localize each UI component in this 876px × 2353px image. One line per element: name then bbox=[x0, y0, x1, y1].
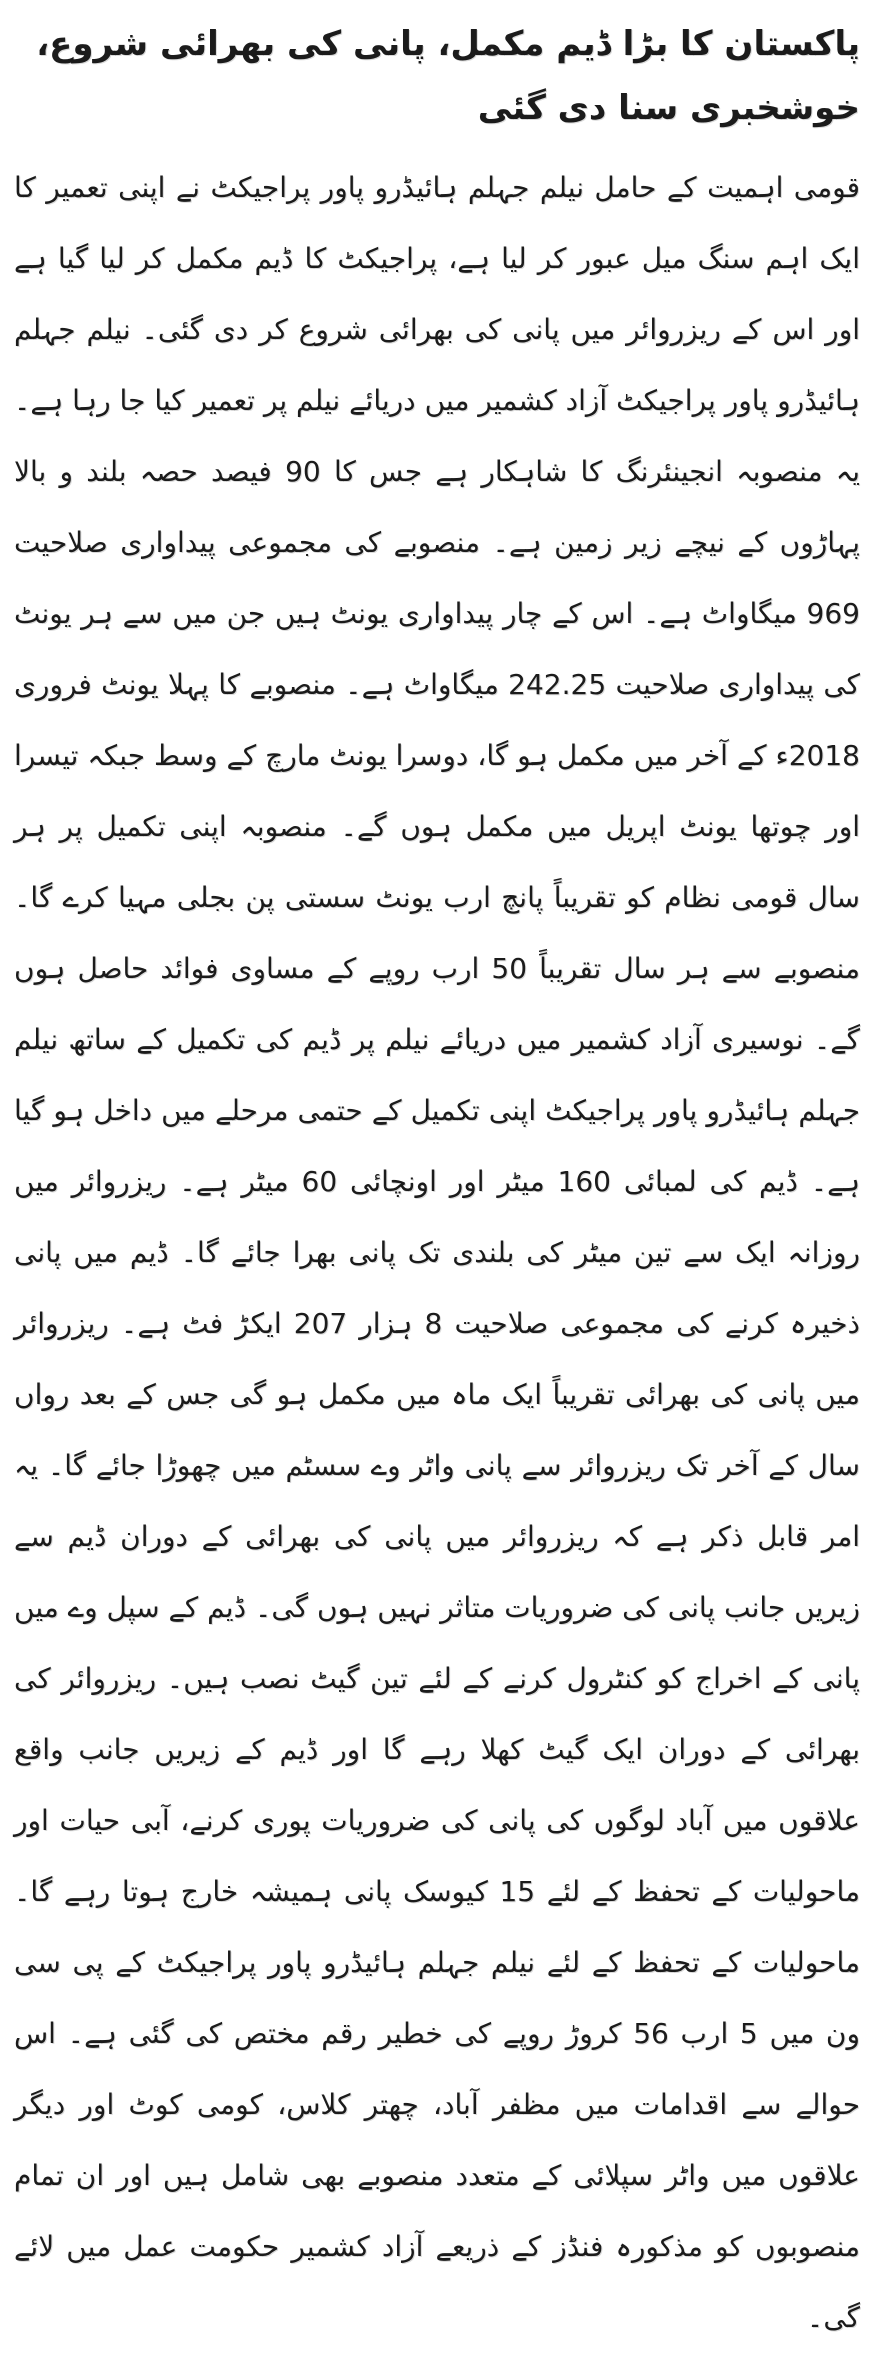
article-body: قومی اہمیت کے حامل نیلم جہلم ہائیڈرو پاور پراجیکٹ نے اپنی تعمیر کا ایک اہم سنگ میل عبور کر لیا ہے، پراجیکٹ کا ڈیم مکمل کر لیا گیا ہے اور اس کے ریزروائر میں پانی کی بھرائی شروع کر دی گئی۔ نیلم جہلم ہائیڈرو پاور پراجیکٹ آزاد کشمیر میں دریائے نیلم پر تعمیر کیا جا رہا ہے۔ یہ منصوبہ انجینئرنگ کا شاہکار ہے جس کا 90 فیصد حصہ بلند و بالا پہاڑوں کے نیچے زیر زمین ہے۔ منصوبے کی مجموعی پیداواری صلاحیت 969 میگاواٹ ہے۔ اس کے چار پیداواری یونٹ ہیں جن میں سے ہر یونٹ کی پیداواری صلاحیت 242.25 میگاواٹ ہے۔ منصوبے کا پہلا یونٹ فروری 2018ء کے آخر میں مکمل ہو گا، دوسرا یونٹ مارچ کے وسط جبکہ تیسرا اور چوتھا یونٹ اپریل میں مکمل ہوں گے۔ منصوبہ اپنی تکمیل پر ہر سال قومی نظام کو تقریباً پانچ ارب یونٹ سستی پن بجلی مہیا کرے گا۔ منصوبے سے ہر سال تقریباً 50 ارب روپے کے مساوی فوائد حاصل ہوں گے۔ نوسیری آزاد کشمیر میں دریائے نیلم پر ڈیم کی تکمیل کے ساتھ نیلم جہلم ہائیڈرو پاور پراجیکٹ اپنی تکمیل کے حتمی مرحلے میں داخل ہو گیا ہے۔ ڈیم کی لمبائی 160 میٹر اور اونچائی 60 میٹر ہے۔ ریزروائر میں روزانہ ایک سے تین میٹر کی بلندی تک پانی بھرا جائے گا۔ ڈیم میں پانی ذخیرہ کرنے کی مجموعی صلاحیت 8 ہزار 207 ایکڑ فٹ ہے۔ ریزروائر میں پانی کی بھرائی تقریباً ایک ماہ میں مکمل ہو گی جس کے بعد رواں سال کے آخر تک ریزروائر سے پانی واٹر وے سسٹم میں چھوڑا جائے گا۔ یہ امر قابل ذکر ہے کہ ریزروائر میں پانی کی بھرائی کے دوران ڈیم سے زیریں جانب پانی کی ضروریات متاثر نہیں ہوں گی۔ ڈیم کے سپل وے میں پانی کے اخراج کو کنٹرول کرنے کے لئے تین گیٹ نصب ہیں۔ ریزروائر کی بھرائی کے دوران ایک گیٹ کھلا رہے گا اور ڈیم کے زیریں جانب واقع علاقوں میں آباد لوگوں کی پانی کی ضروریات پوری کرنے، آبی حیات اور ماحولیات کے تحفظ کے لئے 15 کیوسک پانی ہمیشہ خارج ہوتا رہے گا۔ ماحولیات کے تحفظ کے لئے نیلم جہلم ہائیڈرو پاور پراجیکٹ کے پی سی ون میں 5 ارب 56 کروڑ روپے کی خطیر رقم مختص کی گئی ہے۔ اس حوالے سے اقدامات میں مظفر آباد، چھتر کلاس، کومی کوٹ اور دیگر علاقوں میں واٹر سپلائی کے متعدد منصوبے بھی شامل ہیں اور ان تمام منصوبوں کو مذکورہ فنڈز کے ذریعے آزاد کشمیر حکومت عمل میں لائے گی۔ bbox=[14, 171, 861, 2334]
article-title: پاکستان کا بڑا ڈیم مکمل، پانی کی بھرائی شروع، خوشخبری سنا دی گئی bbox=[36, 24, 860, 128]
